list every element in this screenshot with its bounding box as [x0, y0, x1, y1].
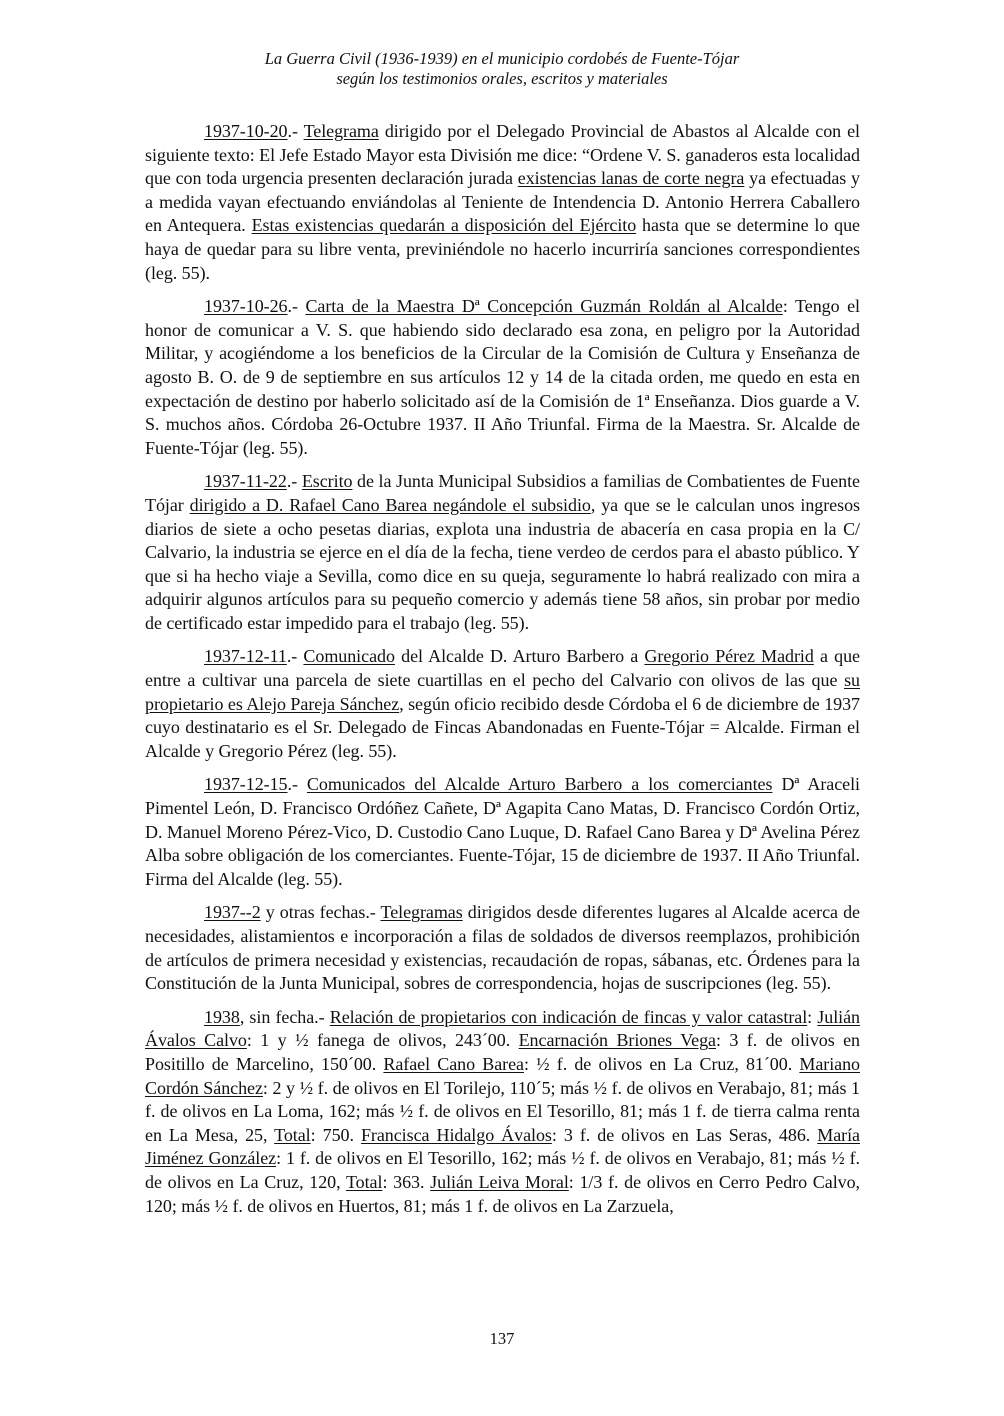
text-run: de la Junta Municipal Subsidios a familias de Combatientes de Fuente Tójar	[145, 471, 860, 515]
paragraph	[145, 295, 860, 460]
text-run: : 363.	[382, 1171, 431, 1192]
text-run: :	[807, 1006, 818, 1027]
paragraph	[145, 773, 860, 891]
underlined-text: María Jiménez González	[145, 1124, 860, 1169]
running-header	[0, 49, 1004, 89]
underlined-text: 1937-12-15	[204, 774, 288, 795]
text-run: , según oficio recibido desde Córdoba el 6 de diciembre de 1937 cuyo destinatario es el Sr. Delegado de Fincas Abandonadas en Fuente-Tójar = Alcalde. Firman el Alcalde y Gregorio Pérez (leg. 55).	[145, 693, 860, 761]
text-run: y otras fechas.-	[260, 902, 381, 923]
text-run: : 3 f. de olivos en Las Seras, 486.	[551, 1124, 818, 1145]
text-run: del Alcalde D. Arturo Barbero a	[394, 646, 645, 667]
underlined-text: Julián Ávalos Calvo	[145, 1006, 860, 1051]
underlined-text: Julián Leiva Moral	[430, 1171, 569, 1192]
underlined-text: Carta de la Maestra Dª Concepción Guzmán Roldán al Alcalde	[305, 296, 783, 317]
underlined-text: Estas existencias quedarán a disposición del Ejército	[251, 215, 637, 236]
text-run: .-	[286, 471, 302, 492]
text-run: : ½ f. de olivos en La Cruz, 81´00.	[523, 1053, 800, 1074]
text-run: : 1 f. de olivos en El Tesorillo, 162; más ½ f. de olivos en Verabajo, 81; más ½ f. de olivos en La Cruz, 120,	[145, 1148, 860, 1192]
text-run: , ya que se le calculan unos ingresos diarios de siete a ocho pesetas diarias, explota una industria de abacería en casa propia en la C/ Calvario, la industria se ejerce en el día de la fecha, tiene verdeo de cerdos para el abasto público. Y que si ha hecho viaje a Sevilla, como dice en su queja, seguramente lo habrá realizado con mira a adquirir algunos artículos para su pequeño comercio y además tiene 58 años, sin probar por medio de certificado estar impedido para el trabajo (leg. 55).	[145, 494, 860, 633]
underlined-text: 1937-10-26	[204, 296, 288, 317]
text-run: : 750.	[310, 1124, 361, 1145]
text-run: : 2 y ½ f. de olivos en El Torilejo, 110´5; más ½ f. de olivos en Verabajo, 81; más 1 f. de olivos en La Loma, 162; más ½ f. de olivos en El Tesorillo, 81; más 1 f. de tierra calma renta en La Mesa, 25,	[145, 1077, 860, 1145]
underlined-text: Comunicados del Alcalde Arturo Barbero a los comerciantes	[306, 774, 773, 795]
running-header-line-1: La Guerra Civil (1936-1939) en el municipio cordobés de Fuente-Tójar	[264, 49, 740, 68]
underlined-text: Encarnación Briones Vega	[518, 1030, 716, 1051]
underlined-text: Telegramas	[380, 902, 463, 923]
running-header-line-2: según los testimonios orales, escritos y materiales	[336, 69, 668, 88]
underlined-text: Total	[274, 1124, 311, 1145]
paragraph	[145, 1006, 860, 1218]
underlined-text: Telegrama	[303, 121, 379, 141]
text-run: .-	[287, 296, 306, 317]
underlined-text: Rafael Cano Barea	[383, 1053, 524, 1074]
text-run: : 3 f. de olivos en Positillo de Marcelino, 150´00.	[145, 1030, 861, 1074]
underlined-text: 1937-12-11	[204, 646, 287, 667]
underlined-text: Comunicado	[303, 646, 395, 667]
text-run: , sin fecha.-	[239, 1006, 330, 1027]
text-run: : 1/3 f. de olivos en Cerro Pedro Calvo, 120; más ½ f. de olivos en Huertos, 81; más 1 f. de olivos en La Zarzuela,	[145, 1171, 860, 1216]
text-run: dirigidos desde diferentes lugares al Alcalde acerca de necesidades, alistamientos e incorporación a filas de soldados de diversos reemplazos, prohibición de artículos de primera necesidad y existencias, recaudación de ropas, sábanas, etc. Órdenes para la Constitución de la Junta Municipal, sobres de correspondencia, hojas de suscripciones (leg. 55).	[145, 902, 860, 994]
underlined-text: Francisca Hidalgo Ávalos	[360, 1124, 552, 1145]
text-run: ya efectuadas y a medida vayan efectuando enviándolas al Teniente de Intendencia D. Antonio Herrera Caballero en Antequera.	[145, 168, 860, 236]
text-run: : Tengo el honor de comunicar a V. S. que habiendo sido declarado esa zona, en peligro por la Autoridad Militar, y acogiéndome a los beneficios de la Circular de la Comisión de Cultura y Enseñanza de agosto B. O. de 9 de septiembre en sus artículos 12 y 14 de la citada orden, me quedo en esta en expectación de destino por haberlo solicitado así de la Comisión de 1ª Enseñanza. Dios guarde a V. S. muchos años. Córdoba 26-Octubre 1937. II Año Triunfal. Firma de la Maestra. Sr. Alcalde de Fuente-Tójar (leg. 55).	[145, 296, 860, 458]
underlined-text: Mariano Cordón Sánchez	[145, 1053, 860, 1098]
text-run: dirigido por el Delegado Provincial de Abastos al Alcalde con el siguiente texto: El Jefe Estado Mayor esta División me dice: “Ordene V. S. ganaderos esta localidad que con toda urgencia presenten declaración jurada	[145, 121, 860, 189]
page-number: 137	[489, 1329, 515, 1348]
text-run: : 1 y ½ fanega de olivos, 243´00.	[246, 1030, 519, 1051]
underlined-text: su propietario es Alejo Pareja Sánchez	[145, 670, 860, 714]
paragraph	[145, 645, 860, 763]
text-run: .-	[287, 774, 307, 795]
underlined-text: Relación de propietarios con indicación de fincas y valor catastral	[329, 1006, 808, 1027]
paragraph	[145, 470, 860, 635]
paragraph	[145, 120, 860, 285]
text-run: Dª Araceli Pimentel León, D. Francisco Ordóñez Cañete, Dª Agapita Cano Matas, D. Francisco Cordón Ortiz, D. Manuel Moreno Pérez-Vico, D. Custodio Cano Luque, D. Rafael Cano Barea y Dª Avelina Pérez Alba sobre obligación de los comerciantes. Fuente-Tójar, 15 de diciembre de 1937. II Año Triunfal. Firma del Alcalde (leg. 55).	[145, 774, 860, 889]
underlined-text: Gregorio Pérez Madrid	[644, 646, 814, 667]
paragraph	[145, 901, 860, 995]
document-body	[145, 120, 860, 1228]
text-run: hasta que se determine lo que haya de quedar para su libre venta, previniéndole no hacerlo incurriría sanciones correspondientes (leg. 55).	[145, 215, 860, 283]
underlined-text: Total	[345, 1171, 383, 1192]
underlined-text: 1938	[204, 1006, 240, 1027]
underlined-text: dirigido a D. Rafael Cano Barea negándole el subsidio	[189, 494, 591, 515]
underlined-text: existencias lanas de corte negra	[517, 168, 745, 189]
underlined-text: 1937--2	[204, 902, 261, 923]
text-run: .-	[286, 646, 304, 667]
text-run: .-	[287, 121, 304, 141]
underlined-text: 1937-10-20	[204, 121, 288, 141]
text-run: a que entre a cultivar una parcela de siete cuartillas en el pecho del Calvario con olivos de las que	[145, 646, 860, 691]
underlined-text: Escrito	[301, 471, 353, 492]
underlined-text: 1937-11-22	[204, 471, 287, 492]
